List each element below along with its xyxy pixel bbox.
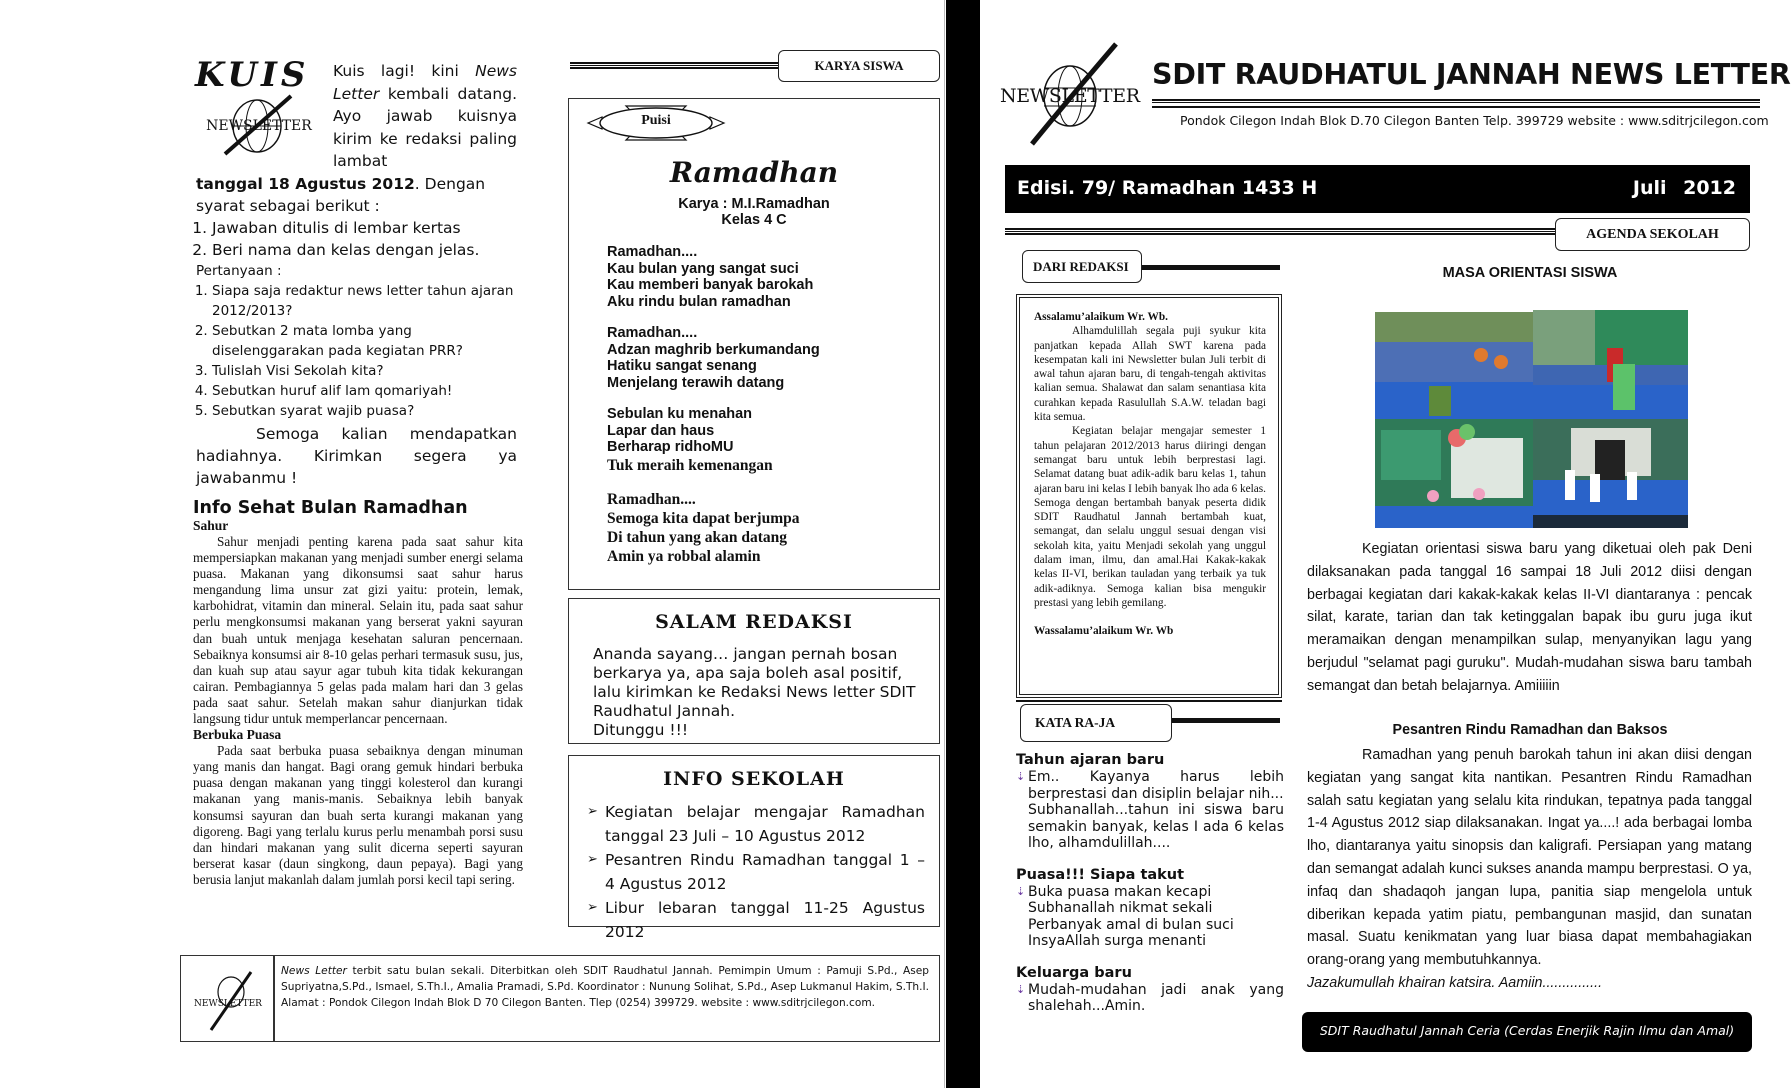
kata-raja-list — [1016, 752, 1284, 1030]
kuis-question: 3. Tulislah Visi Sekolah kita? — [212, 361, 517, 381]
motto-banner — [1302, 1012, 1752, 1052]
newsletter-title: SDIT RAUDHATUL JANNAH NEWS LETTER — [1152, 58, 1791, 91]
kata-raja-line — [1016, 802, 1284, 852]
globe-newsletter-icon — [193, 966, 263, 1034]
info-sehat-section — [193, 498, 523, 888]
poem-line: Kau memberi banyak barokah — [607, 277, 814, 293]
agenda-divider — [1005, 228, 1557, 235]
poem-author-class: Kelas 4 C — [721, 212, 787, 228]
kuis-intro-rest: kembali datang. Ayo jawab kuisnya kirim ke redaksi paling lambat — [333, 84, 517, 170]
kata-raja-line — [1016, 884, 1284, 901]
kata-raja-divider — [1172, 718, 1280, 723]
puisi-label-badge — [586, 104, 726, 142]
kuis-rule: 1. Jawaban ditulis di lembar kertas — [212, 217, 517, 239]
sahur-text: Sahur menjadi penting karena pada saat sahur kita mempersiapkan makanan yang menjadi sumber energi selama puasa. Makanan yang dikonsumsi saat sahur harus mengandung lima unsur zat gizi yaitu: protein, lemak, karbohidrat, vitamin dan mineral. Selain itu, pada saat sahur perlu mengkonsumsi makanan yang berserat yakni sayuran dan buah untuk menjaga kesehatan saluran pencernaan. Sebaiknya konsumsi air 8-10 gelas perhari termasuk susu, jus, dan kuah sup atau sayur agar tubuh kita tidak kekurangan cairan. Pembagiannya 5 gelas pada malam hari dan 3 gelas pada saat sahur. Setelah makan sahur dianjurkan tidak langsung tidur untuk memperlancar pencernaan. — [193, 534, 523, 727]
kata-raja-line-text: InsyaAllah surga menanti — [1028, 933, 1206, 949]
page-edge — [944, 0, 945, 1088]
edition-date: Juli 2012 — [1632, 177, 1736, 199]
arrow-down-icon: ⇣ — [1016, 982, 1026, 996]
edition-bar — [1005, 165, 1750, 213]
salam-redaksi-text — [593, 645, 921, 740]
kuis-intro — [333, 60, 517, 173]
kata-raja-top-rule — [1016, 700, 1282, 702]
info-sekolah-list — [587, 800, 925, 944]
kata-raja-line — [1016, 769, 1284, 802]
kata-raja-line-text: Subhanallah nikmat sekali — [1028, 900, 1213, 916]
pesantren-closing: Jazakumullah khairan katsira. Aamiin............... — [1307, 974, 1603, 991]
kuis-logo-word: KUIS — [195, 55, 310, 95]
info-sekolah-item-text: Kegiatan belajar mengajar Ramadhan tanggal 23 Juli – 10 Agustus 2012 — [605, 803, 925, 845]
poem-line: Ramadhan.... — [607, 325, 698, 341]
kuis-closing: Semoga kalian mendapatkan hadiahnya. Kirimkan segera ya jawabanmu ! — [196, 425, 517, 487]
poem-line: Hatiku sangat senang — [607, 358, 757, 374]
kata-raja-line-text: Em.. Kayanya harus lebih berprestasi dan disiplin belajar nih... — [1028, 769, 1284, 802]
footer-divider — [273, 956, 275, 1041]
kuis-question: 5. Sebutkan syarat wajib puasa? — [212, 401, 517, 421]
kata-raja-line — [1016, 917, 1284, 934]
kata-raja-tab: KATA RA-JA — [1020, 704, 1172, 742]
kata-raja-group — [1016, 965, 1284, 1015]
poem-line: Ramadhan.... — [607, 490, 696, 508]
karya-divider — [570, 62, 780, 69]
footer-text — [281, 963, 929, 1011]
arrow-down-icon: ⇣ — [1016, 884, 1026, 898]
footer-lead: News Letter — [281, 965, 347, 977]
berbuka-text: Pada saat berbuka puasa sebaiknya dengan minuman yang manis dan hangat. Bagi orang gemuk hindari berbuka puasa dengan makanan yang tinggi kolesterol dan kurangi makanan yang manis-manis. Sebaiknya lebih banyak konsumsi sayuran dan buah serta kurangi makanan yang digoreng. Bagi yang terlalu kurus perlu menambah porsi susu dan hindari makanan yang sulit dicerna seperti sayuran berserat kasar (daun singkong, daun pepaya). Bagi yang berusia lanjut makanlah dalam jumlah porsi kecil tapi sering. — [193, 743, 523, 887]
info-sekolah-item — [587, 848, 925, 896]
kuis-questions-label: Pertanyaan : — [196, 263, 282, 279]
poem-line: Berharap ridhoMU — [607, 439, 734, 455]
kata-raja-line — [1016, 900, 1284, 917]
kuis-intro-text: Kuis lagi! kini — [333, 62, 476, 80]
redaksi-paragraph: Kegiatan belajar mengajar semester 1 tahun pelajaran 2012/2013 harus diiringi dengan semangat baru untuk lebih berprestasi lagi. Selamat datang buat adik-adik baru kelas 1, tahun ajaran baru ini kelas I lebih banyak lho ada 6 kelas. Semoga dengan bertambah banyak peserta didik SDIT Raudhatul Jannah bertambah kuat, semangat, dan selalu unggul sesuai dengan visi sekolah kita, yaitu Menjadi sekolah yang unggul dalam iman, ilmu, dan amal.Hai Kakak-kakak kelas II-VI, berikan tauladan yang terbaik ya tuk adik-adiknya. Semoga kalian bisa mengukir prestasi yang lebih gemilang. — [1034, 425, 1266, 609]
kuis-logo-caption: NEWSLETTER — [206, 118, 312, 134]
mos-photo — [1375, 310, 1688, 528]
kata-raja-line-text: Subhanallah...tahun ini siswa baru semakin banyak, kelas I ada 6 kelas lho, alhamdulillah.... — [1028, 802, 1284, 851]
poem-line: Kau bulan yang sangat suci — [607, 260, 799, 277]
poem-stanza — [607, 244, 927, 310]
pesantren-text — [1307, 744, 1752, 995]
kuis-questions — [196, 281, 517, 421]
poem-title: Ramadhan — [669, 156, 839, 189]
poem-line: Semoga kita dapat berjumpa — [607, 509, 800, 527]
salam-redaksi-signoff: Ditunggu !!! — [593, 721, 689, 739]
salam-redaksi-title: SALAM REDAKSI — [655, 611, 853, 633]
info-sekolah-item — [587, 800, 925, 848]
arrow-right-icon: ➢ — [587, 804, 598, 819]
poem-line: Lapar dan haus — [607, 422, 715, 439]
puisi-label: Puisi — [641, 113, 671, 128]
globe-newsletter-icon — [195, 92, 323, 156]
poem-body — [607, 244, 927, 581]
newsletter-logo — [998, 40, 1143, 150]
poem-line: Di tahun yang akan datang — [607, 528, 788, 546]
kuis-question: 4. Sebutkan huruf alif lam qomariyah! — [212, 381, 517, 401]
kata-raja-line-text: Buka puasa makan kecapi — [1028, 883, 1212, 900]
redaksi-greeting: Assalamu’alaikum Wr. Wb. — [1034, 311, 1168, 323]
motto-text: SDIT Raudhatul Jannah Ceria (Cerdas Enerjik Rajin Ilmu dan Amal) — [1319, 1023, 1735, 1038]
info-sekolah-box — [568, 755, 940, 941]
sahur-heading: Sahur — [193, 518, 229, 533]
agenda-sekolah-tab: AGENDA SEKOLAH — [1555, 218, 1750, 251]
kuis-rule: 2. Beri nama dan kelas dengan jelas. — [212, 239, 517, 261]
poem-line: Menjelang terawih datang — [607, 374, 785, 391]
kuis-logo — [195, 55, 323, 158]
kuis-intro-newsletter: News Letter — [333, 62, 517, 103]
salam-redaksi-box — [568, 598, 940, 744]
berbuka-heading: Berbuka Puasa — [193, 727, 282, 743]
globe-newsletter-icon — [998, 40, 1143, 150]
poem-author-name: Karya : M.I.Ramadhan — [678, 196, 830, 212]
footer-logo-caption: NEWSLETTER — [194, 999, 262, 1009]
footer-logo — [193, 966, 263, 1034]
kuis-rules — [196, 217, 517, 261]
arrow-right-icon: ➢ — [587, 900, 598, 915]
poem-line: Ramadhan.... — [607, 244, 698, 260]
school-address: Pondok Cilegon Indah Blok D.70 Cilegon Banten Telp. 399729 website : www.sditrjcilegon.com — [1180, 113, 1769, 128]
salam-redaksi-message: Ananda sayang… jangan pernah bosan berkarya ya, apa saja boleh asal positif, lalu kirimkan ke Redaksi News letter SDIT Raudhatul Jannah. — [593, 645, 916, 720]
kata-raja-line-text: Perbanyak amal di bulan suci — [1028, 916, 1234, 933]
dari-redaksi-box — [1016, 294, 1282, 698]
footer-body: terbit satu bulan sekali. Diterbitkan oleh SDIT Raudhatul Jannah. Pemimpin Umum : Pamuji S.Pd., Asep Supriyatna,S.Pd., Ismael, S.Th.I., Amalia Pramadi, S.Pd. Koordinator : Nunung Solihat, S.Pd., Asep Lukmanul Hakim, S.Th.I. Alamat : Pondok Cilegon Indah Blok D 70 Cilegon Banten. Tlep (0254) 399729. website : www.sditrjcilegon.com. — [281, 965, 929, 1009]
mos-photo-collage — [1375, 310, 1688, 528]
poem-stanza — [607, 406, 927, 475]
kuis-deadline-rest: . Dengan syarat sebagai berikut : — [196, 175, 486, 215]
arrow-right-icon: ➢ — [587, 852, 598, 867]
poem-stanza — [607, 490, 927, 566]
info-sekolah-title: INFO SEKOLAH — [663, 768, 845, 790]
poem-line: Sebulan ku menahan — [607, 406, 753, 422]
dari-redaksi-text — [1034, 310, 1266, 639]
redaksi-paragraph: Alhamdulillah segala puji syukur kita panjatkan kepada Allah SWT karena pada kesempatan kali ini Newsletter bulan Juli terbit di awal tahun ajaran baru, di tengah-tengah aktivitas kalian semua. Shalawat dan salam senantiasa kita curahkan kepada Rasulullah S.A.W. teladan bagi kita semua. — [1034, 325, 1266, 424]
title-divider — [1152, 99, 1760, 108]
info-sehat-title: Info Sehat Bulan Ramadhan — [193, 498, 468, 518]
mos-title: MASA ORIENTASI SISWA — [1442, 265, 1618, 281]
kata-raja-heading: Keluarga baru — [1016, 964, 1132, 981]
dari-redaksi-divider — [1142, 265, 1280, 270]
poem-line: Amin ya robbal alamin — [607, 547, 761, 565]
info-sekolah-item — [587, 896, 925, 944]
kata-raja-line-text: Mudah-mudahan jadi anak yang shalehah...Amin. — [1028, 981, 1284, 1014]
pesantren-paragraph: Ramadhan yang penuh barokah tahun ini akan diisi dengan kegiatan yang sangat kita nantikan. Pesantren Rindu Ramadhan salah satu kegiatan yang selalu kita rindukan, tepatnya pada tanggal 1-4 Agustus 2012 siap dilaksanakan. Ingat ya....! ada berbagai lomba lho, diantaranya yaitu sinopsis dan kaligrafi. Persiapan yang matang dan semangat adalah kunci sukses ananda mampu berprestasi. O ya, infaq dan shadaqoh jangan lupa, panitia siap mengelola untuk diberikan kepada yatim piatu, pembangunan masjid, dan sunatan masal. Suatu kenikmatan yang luar biasa dapat membahagiakan orang-orang yang membutuhkannya. — [1307, 747, 1752, 969]
kata-raja-line — [1016, 982, 1284, 1015]
newsletter-logo-caption: NEWSLETTER — [1000, 85, 1140, 107]
masthead-footer — [180, 955, 940, 1042]
page-spine — [946, 0, 980, 1088]
info-sekolah-item-text: Pesantren Rindu Ramadhan tanggal 1 – 4 Agustus 2012 — [605, 851, 925, 893]
karya-siswa-tab: KARYA SISWA — [778, 50, 940, 82]
kata-raja-heading: Puasa!!! Siapa takut — [1016, 866, 1185, 883]
arrow-down-icon: ⇣ — [1016, 770, 1026, 783]
poem-stanza — [607, 325, 927, 391]
kata-raja-group — [1016, 752, 1284, 852]
mos-paragraph: Kegiatan orientasi siswa baru yang diketuai oleh pak Deni dilaksanakan pada tanggal 16 sampai 18 Juli 2012 diisi dengan berbagai kegiatan dari kakak-kakak kelas II-VI diantaranya : pencak silat, karate, tarian dan tak ketinggalan bapak ibu guru juga ikut meramaikan dengan menampilkan sulap, menyanyikan lagu yang berjudul "selamat pagi guruku". Mudah-mudahan siswa baru tambah semangat dan betah belajarnya. Amiiiiin — [1307, 541, 1752, 694]
kuis-question: 2. Sebutkan 2 mata lomba yang diselenggarakan pada kegiatan PRR? — [212, 321, 517, 361]
poem-author — [568, 196, 940, 228]
dari-redaksi-tab: DARI REDAKSI — [1022, 250, 1142, 283]
poem-line: Adzan maghrib berkumandang — [607, 341, 820, 358]
kata-raja-group — [1016, 867, 1284, 950]
kuis-deadline: tanggal 18 Agustus 2012 — [196, 175, 415, 193]
info-sekolah-item-text: Libur lebaran tanggal 11-25 Agustus 2012 — [605, 899, 925, 941]
kata-raja-line — [1016, 933, 1284, 950]
kuis-question: 1. Siapa saja redaktur news letter tahun ajaran 2012/2013? — [212, 281, 517, 321]
kata-raja-heading: Tahun ajaran baru — [1016, 752, 1165, 768]
poem-line: Tuk meraih kemenangan — [607, 456, 773, 474]
edition-label: Edisi. 79/ Ramadhan 1433 H — [1017, 177, 1318, 199]
redaksi-closing: Wassalamu’alaikum Wr. Wb — [1034, 625, 1174, 638]
poem-line: Aku rindu bulan ramadhan — [607, 293, 791, 310]
kuis-body — [196, 173, 517, 489]
pesantren-title: Pesantren Rindu Ramadhan dan Baksos — [1392, 722, 1668, 738]
mos-text — [1307, 538, 1752, 698]
